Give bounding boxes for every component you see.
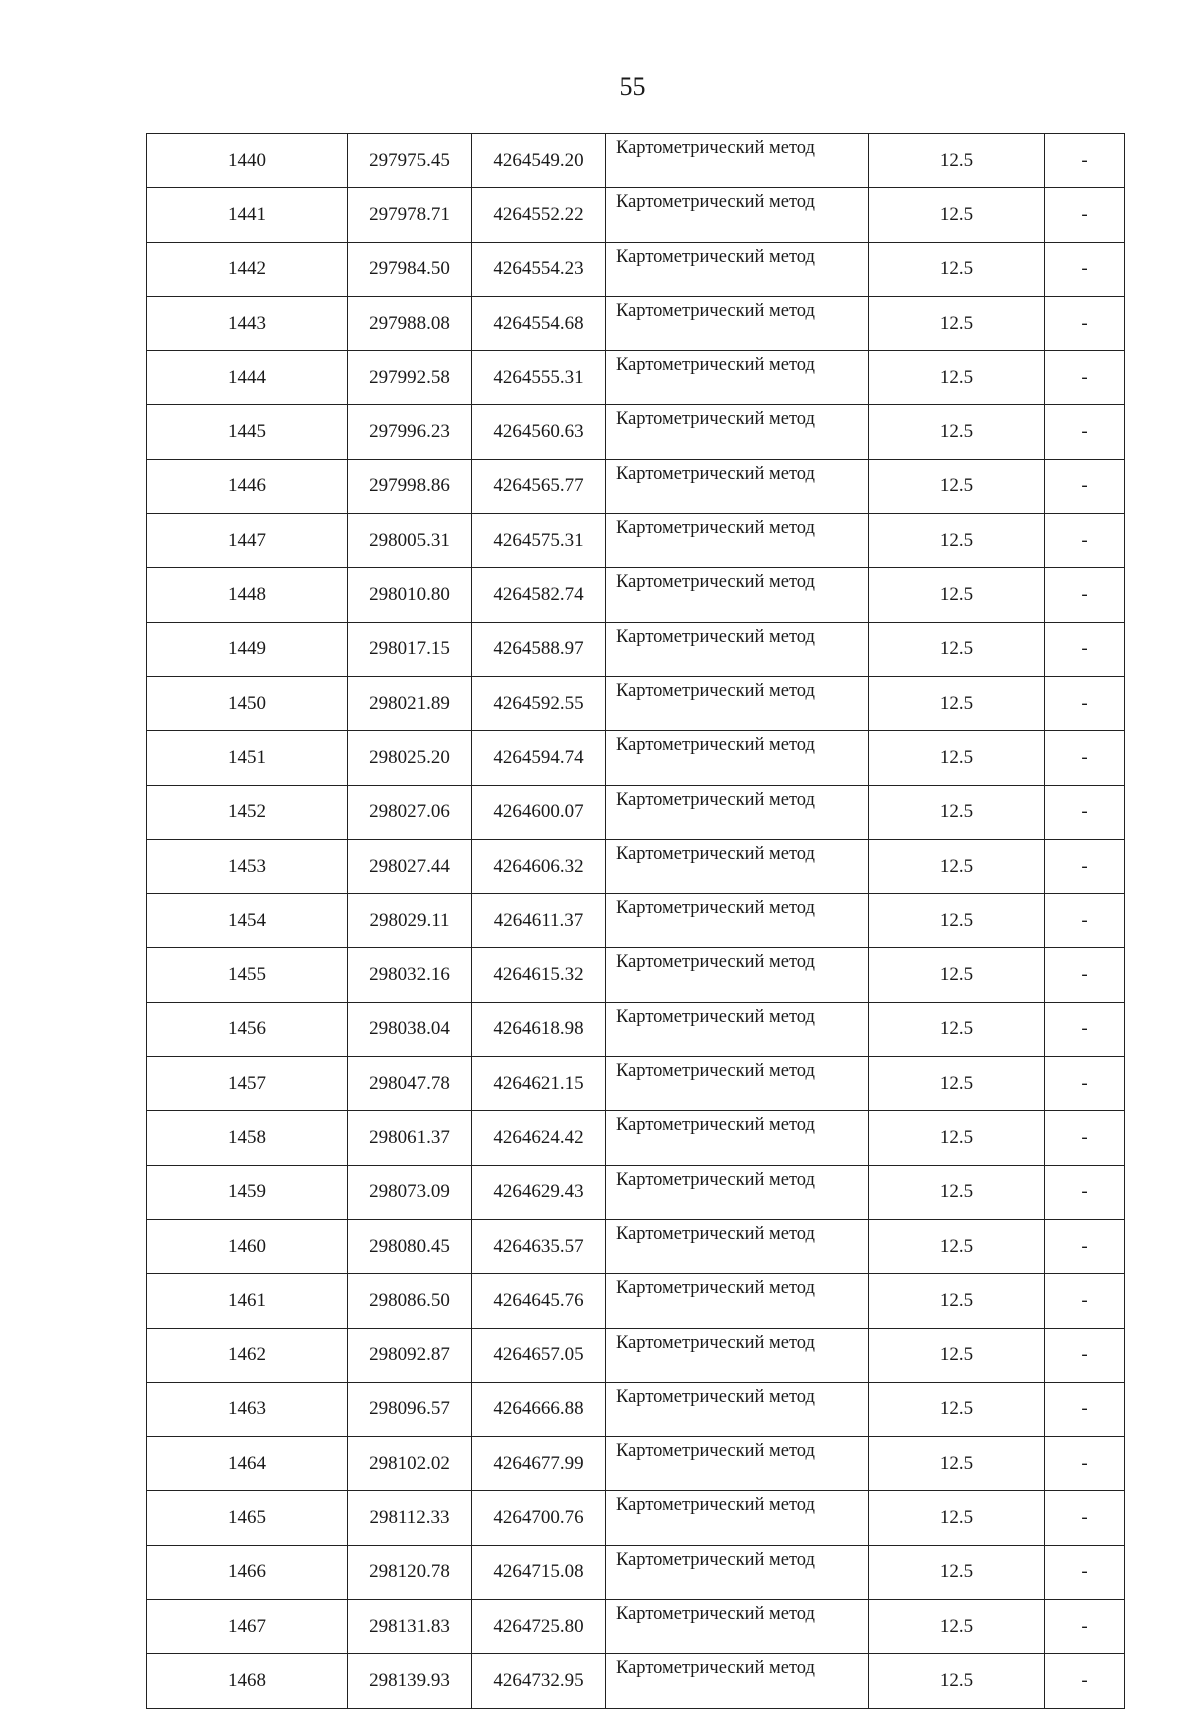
- y-coordinate-cell: 4264732.95: [472, 1654, 606, 1708]
- accuracy-cell: 12.5: [869, 785, 1045, 839]
- y-coordinate-cell: 4264594.74: [472, 731, 606, 785]
- x-coordinate-cell: 298021.89: [348, 676, 472, 730]
- x-coordinate-cell: 297978.71: [348, 188, 472, 242]
- point-number-cell: 1459: [147, 1165, 348, 1219]
- y-coordinate-cell: 4264554.68: [472, 296, 606, 350]
- y-coordinate-cell: 4264615.32: [472, 948, 606, 1002]
- table-row: [147, 1600, 1125, 1654]
- y-coordinate-cell: 4264549.20: [472, 134, 606, 188]
- x-coordinate-cell: 297988.08: [348, 296, 472, 350]
- accuracy-cell: 12.5: [869, 1328, 1045, 1382]
- point-number-cell: 1468: [147, 1654, 348, 1708]
- accuracy-cell: 12.5: [869, 622, 1045, 676]
- note-cell: -: [1045, 894, 1125, 948]
- method-cell: Картометрический метод: [606, 1545, 869, 1599]
- point-number-cell: 1441: [147, 188, 348, 242]
- x-coordinate-cell: 298131.83: [348, 1600, 472, 1654]
- y-coordinate-cell: 4264666.88: [472, 1382, 606, 1436]
- accuracy-cell: 12.5: [869, 242, 1045, 296]
- accuracy-cell: 12.5: [869, 1219, 1045, 1273]
- x-coordinate-cell: 297998.86: [348, 459, 472, 513]
- table-row: [147, 839, 1125, 893]
- point-number-cell: 1445: [147, 405, 348, 459]
- accuracy-cell: 12.5: [869, 731, 1045, 785]
- x-coordinate-cell: 298102.02: [348, 1437, 472, 1491]
- note-cell: -: [1045, 1328, 1125, 1382]
- table-row: [147, 1654, 1125, 1708]
- y-coordinate-cell: 4264611.37: [472, 894, 606, 948]
- accuracy-cell: 12.5: [869, 405, 1045, 459]
- accuracy-cell: 12.5: [869, 1165, 1045, 1219]
- note-cell: -: [1045, 188, 1125, 242]
- x-coordinate-cell: 298029.11: [348, 894, 472, 948]
- accuracy-cell: 12.5: [869, 1545, 1045, 1599]
- note-cell: -: [1045, 351, 1125, 405]
- point-number-cell: 1454: [147, 894, 348, 948]
- note-cell: -: [1045, 948, 1125, 1002]
- point-number-cell: 1444: [147, 351, 348, 405]
- y-coordinate-cell: 4264582.74: [472, 568, 606, 622]
- note-cell: -: [1045, 1382, 1125, 1436]
- note-cell: -: [1045, 1111, 1125, 1165]
- method-cell: Картометрический метод: [606, 839, 869, 893]
- y-coordinate-cell: 4264725.80: [472, 1600, 606, 1654]
- y-coordinate-cell: 4264624.42: [472, 1111, 606, 1165]
- table-row: [147, 894, 1125, 948]
- y-coordinate-cell: 4264621.15: [472, 1057, 606, 1111]
- x-coordinate-cell: 298047.78: [348, 1057, 472, 1111]
- y-coordinate-cell: 4264700.76: [472, 1491, 606, 1545]
- point-number-cell: 1446: [147, 459, 348, 513]
- accuracy-cell: 12.5: [869, 134, 1045, 188]
- note-cell: -: [1045, 731, 1125, 785]
- method-cell: Картометрический метод: [606, 1437, 869, 1491]
- x-coordinate-cell: 298027.44: [348, 839, 472, 893]
- method-cell: Картометрический метод: [606, 1491, 869, 1545]
- point-number-cell: 1448: [147, 568, 348, 622]
- x-coordinate-cell: 298120.78: [348, 1545, 472, 1599]
- x-coordinate-cell: 298010.80: [348, 568, 472, 622]
- table-row: [147, 676, 1125, 730]
- y-coordinate-cell: 4264677.99: [472, 1437, 606, 1491]
- table-row: [147, 242, 1125, 296]
- y-coordinate-cell: 4264565.77: [472, 459, 606, 513]
- point-number-cell: 1467: [147, 1600, 348, 1654]
- accuracy-cell: 12.5: [869, 568, 1045, 622]
- x-coordinate-cell: 298096.57: [348, 1382, 472, 1436]
- point-number-cell: 1447: [147, 514, 348, 568]
- accuracy-cell: 12.5: [869, 188, 1045, 242]
- method-cell: Картометрический метод: [606, 405, 869, 459]
- note-cell: -: [1045, 1165, 1125, 1219]
- point-number-cell: 1457: [147, 1057, 348, 1111]
- y-coordinate-cell: 4264657.05: [472, 1328, 606, 1382]
- note-cell: -: [1045, 785, 1125, 839]
- y-coordinate-cell: 4264588.97: [472, 622, 606, 676]
- x-coordinate-cell: 298032.16: [348, 948, 472, 1002]
- method-cell: Картометрический метод: [606, 894, 869, 948]
- y-coordinate-cell: 4264618.98: [472, 1002, 606, 1056]
- point-number-cell: 1466: [147, 1545, 348, 1599]
- point-number-cell: 1463: [147, 1382, 348, 1436]
- method-cell: Картометрический метод: [606, 1057, 869, 1111]
- accuracy-cell: 12.5: [869, 514, 1045, 568]
- table-row: [147, 1545, 1125, 1599]
- method-cell: Картометрический метод: [606, 676, 869, 730]
- method-cell: Картометрический метод: [606, 731, 869, 785]
- method-cell: Картометрический метод: [606, 568, 869, 622]
- table-row: [147, 1491, 1125, 1545]
- accuracy-cell: 12.5: [869, 1600, 1045, 1654]
- method-cell: Картометрический метод: [606, 188, 869, 242]
- accuracy-cell: 12.5: [869, 1437, 1045, 1491]
- table-row: [147, 514, 1125, 568]
- accuracy-cell: 12.5: [869, 839, 1045, 893]
- table-row: [147, 568, 1125, 622]
- note-cell: -: [1045, 1491, 1125, 1545]
- x-coordinate-cell: 298038.04: [348, 1002, 472, 1056]
- note-cell: -: [1045, 1057, 1125, 1111]
- note-cell: -: [1045, 1654, 1125, 1708]
- point-number-cell: 1461: [147, 1274, 348, 1328]
- method-cell: Картометрический метод: [606, 1382, 869, 1436]
- accuracy-cell: 12.5: [869, 894, 1045, 948]
- x-coordinate-cell: 298025.20: [348, 731, 472, 785]
- accuracy-cell: 12.5: [869, 459, 1045, 513]
- method-cell: Картометрический метод: [606, 1165, 869, 1219]
- table-row: [147, 134, 1125, 188]
- point-number-cell: 1443: [147, 296, 348, 350]
- method-cell: Картометрический метод: [606, 459, 869, 513]
- method-cell: Картометрический метод: [606, 1600, 869, 1654]
- y-coordinate-cell: 4264555.31: [472, 351, 606, 405]
- table-row: [147, 1219, 1125, 1273]
- point-number-cell: 1450: [147, 676, 348, 730]
- accuracy-cell: 12.5: [869, 1274, 1045, 1328]
- point-number-cell: 1449: [147, 622, 348, 676]
- accuracy-cell: 12.5: [869, 351, 1045, 405]
- note-cell: -: [1045, 296, 1125, 350]
- method-cell: Картометрический метод: [606, 948, 869, 1002]
- note-cell: -: [1045, 1219, 1125, 1273]
- method-cell: Картометрический метод: [606, 1219, 869, 1273]
- accuracy-cell: 12.5: [869, 1057, 1045, 1111]
- y-coordinate-cell: 4264560.63: [472, 405, 606, 459]
- method-cell: Картометрический метод: [606, 514, 869, 568]
- accuracy-cell: 12.5: [869, 1491, 1045, 1545]
- table-row: [147, 296, 1125, 350]
- point-number-cell: 1455: [147, 948, 348, 1002]
- method-cell: Картометрический метод: [606, 785, 869, 839]
- x-coordinate-cell: 298092.87: [348, 1328, 472, 1382]
- y-coordinate-cell: 4264575.31: [472, 514, 606, 568]
- method-cell: Картометрический метод: [606, 134, 869, 188]
- table-row: [147, 731, 1125, 785]
- point-number-cell: 1465: [147, 1491, 348, 1545]
- accuracy-cell: 12.5: [869, 296, 1045, 350]
- point-number-cell: 1442: [147, 242, 348, 296]
- table-row: [147, 948, 1125, 1002]
- x-coordinate-cell: 298080.45: [348, 1219, 472, 1273]
- note-cell: -: [1045, 134, 1125, 188]
- note-cell: -: [1045, 676, 1125, 730]
- note-cell: -: [1045, 1274, 1125, 1328]
- x-coordinate-cell: 297975.45: [348, 134, 472, 188]
- point-number-cell: 1462: [147, 1328, 348, 1382]
- accuracy-cell: 12.5: [869, 1111, 1045, 1165]
- table-row: [147, 1328, 1125, 1382]
- y-coordinate-cell: 4264552.22: [472, 188, 606, 242]
- table-row: [147, 1382, 1125, 1436]
- table-row: [147, 1002, 1125, 1056]
- note-cell: -: [1045, 1437, 1125, 1491]
- method-cell: Картометрический метод: [606, 1274, 869, 1328]
- method-cell: Картометрический метод: [606, 1654, 869, 1708]
- accuracy-cell: 12.5: [869, 1002, 1045, 1056]
- table-row: [147, 351, 1125, 405]
- table-row: [147, 622, 1125, 676]
- method-cell: Картометрический метод: [606, 296, 869, 350]
- note-cell: -: [1045, 568, 1125, 622]
- y-coordinate-cell: 4264554.23: [472, 242, 606, 296]
- point-number-cell: 1440: [147, 134, 348, 188]
- x-coordinate-cell: 298017.15: [348, 622, 472, 676]
- page-number: 55: [619, 72, 646, 101]
- table-row: [147, 188, 1125, 242]
- y-coordinate-cell: 4264592.55: [472, 676, 606, 730]
- y-coordinate-cell: 4264606.32: [472, 839, 606, 893]
- note-cell: -: [1045, 514, 1125, 568]
- x-coordinate-cell: 298005.31: [348, 514, 472, 568]
- method-cell: Картометрический метод: [606, 1328, 869, 1382]
- y-coordinate-cell: 4264635.57: [472, 1219, 606, 1273]
- y-coordinate-cell: 4264645.76: [472, 1274, 606, 1328]
- table-row: [147, 405, 1125, 459]
- accuracy-cell: 12.5: [869, 676, 1045, 730]
- method-cell: Картометрический метод: [606, 242, 869, 296]
- y-coordinate-cell: 4264629.43: [472, 1165, 606, 1219]
- note-cell: -: [1045, 405, 1125, 459]
- accuracy-cell: 12.5: [869, 948, 1045, 1002]
- note-cell: -: [1045, 1002, 1125, 1056]
- coordinates-table: [146, 133, 1125, 1709]
- table-row: [147, 459, 1125, 513]
- x-coordinate-cell: 297992.58: [348, 351, 472, 405]
- method-cell: Картометрический метод: [606, 351, 869, 405]
- point-number-cell: 1456: [147, 1002, 348, 1056]
- x-coordinate-cell: 298073.09: [348, 1165, 472, 1219]
- x-coordinate-cell: 298061.37: [348, 1111, 472, 1165]
- table-row: [147, 1274, 1125, 1328]
- table-row: [147, 1437, 1125, 1491]
- table-row: [147, 1111, 1125, 1165]
- point-number-cell: 1451: [147, 731, 348, 785]
- y-coordinate-cell: 4264600.07: [472, 785, 606, 839]
- note-cell: -: [1045, 622, 1125, 676]
- method-cell: Картометрический метод: [606, 1111, 869, 1165]
- accuracy-cell: 12.5: [869, 1382, 1045, 1436]
- x-coordinate-cell: 298086.50: [348, 1274, 472, 1328]
- note-cell: -: [1045, 1545, 1125, 1599]
- accuracy-cell: 12.5: [869, 1654, 1045, 1708]
- point-number-cell: 1464: [147, 1437, 348, 1491]
- x-coordinate-cell: 298027.06: [348, 785, 472, 839]
- point-number-cell: 1460: [147, 1219, 348, 1273]
- coordinates-table-body: [147, 134, 1125, 1709]
- x-coordinate-cell: 298139.93: [348, 1654, 472, 1708]
- note-cell: -: [1045, 242, 1125, 296]
- y-coordinate-cell: 4264715.08: [472, 1545, 606, 1599]
- note-cell: -: [1045, 1600, 1125, 1654]
- point-number-cell: 1452: [147, 785, 348, 839]
- table-row: [147, 1165, 1125, 1219]
- x-coordinate-cell: 297996.23: [348, 405, 472, 459]
- note-cell: -: [1045, 839, 1125, 893]
- method-cell: Картометрический метод: [606, 622, 869, 676]
- table-row: [147, 785, 1125, 839]
- method-cell: Картометрический метод: [606, 1002, 869, 1056]
- x-coordinate-cell: 297984.50: [348, 242, 472, 296]
- point-number-cell: 1458: [147, 1111, 348, 1165]
- point-number-cell: 1453: [147, 839, 348, 893]
- table-row: [147, 1057, 1125, 1111]
- note-cell: -: [1045, 459, 1125, 513]
- x-coordinate-cell: 298112.33: [348, 1491, 472, 1545]
